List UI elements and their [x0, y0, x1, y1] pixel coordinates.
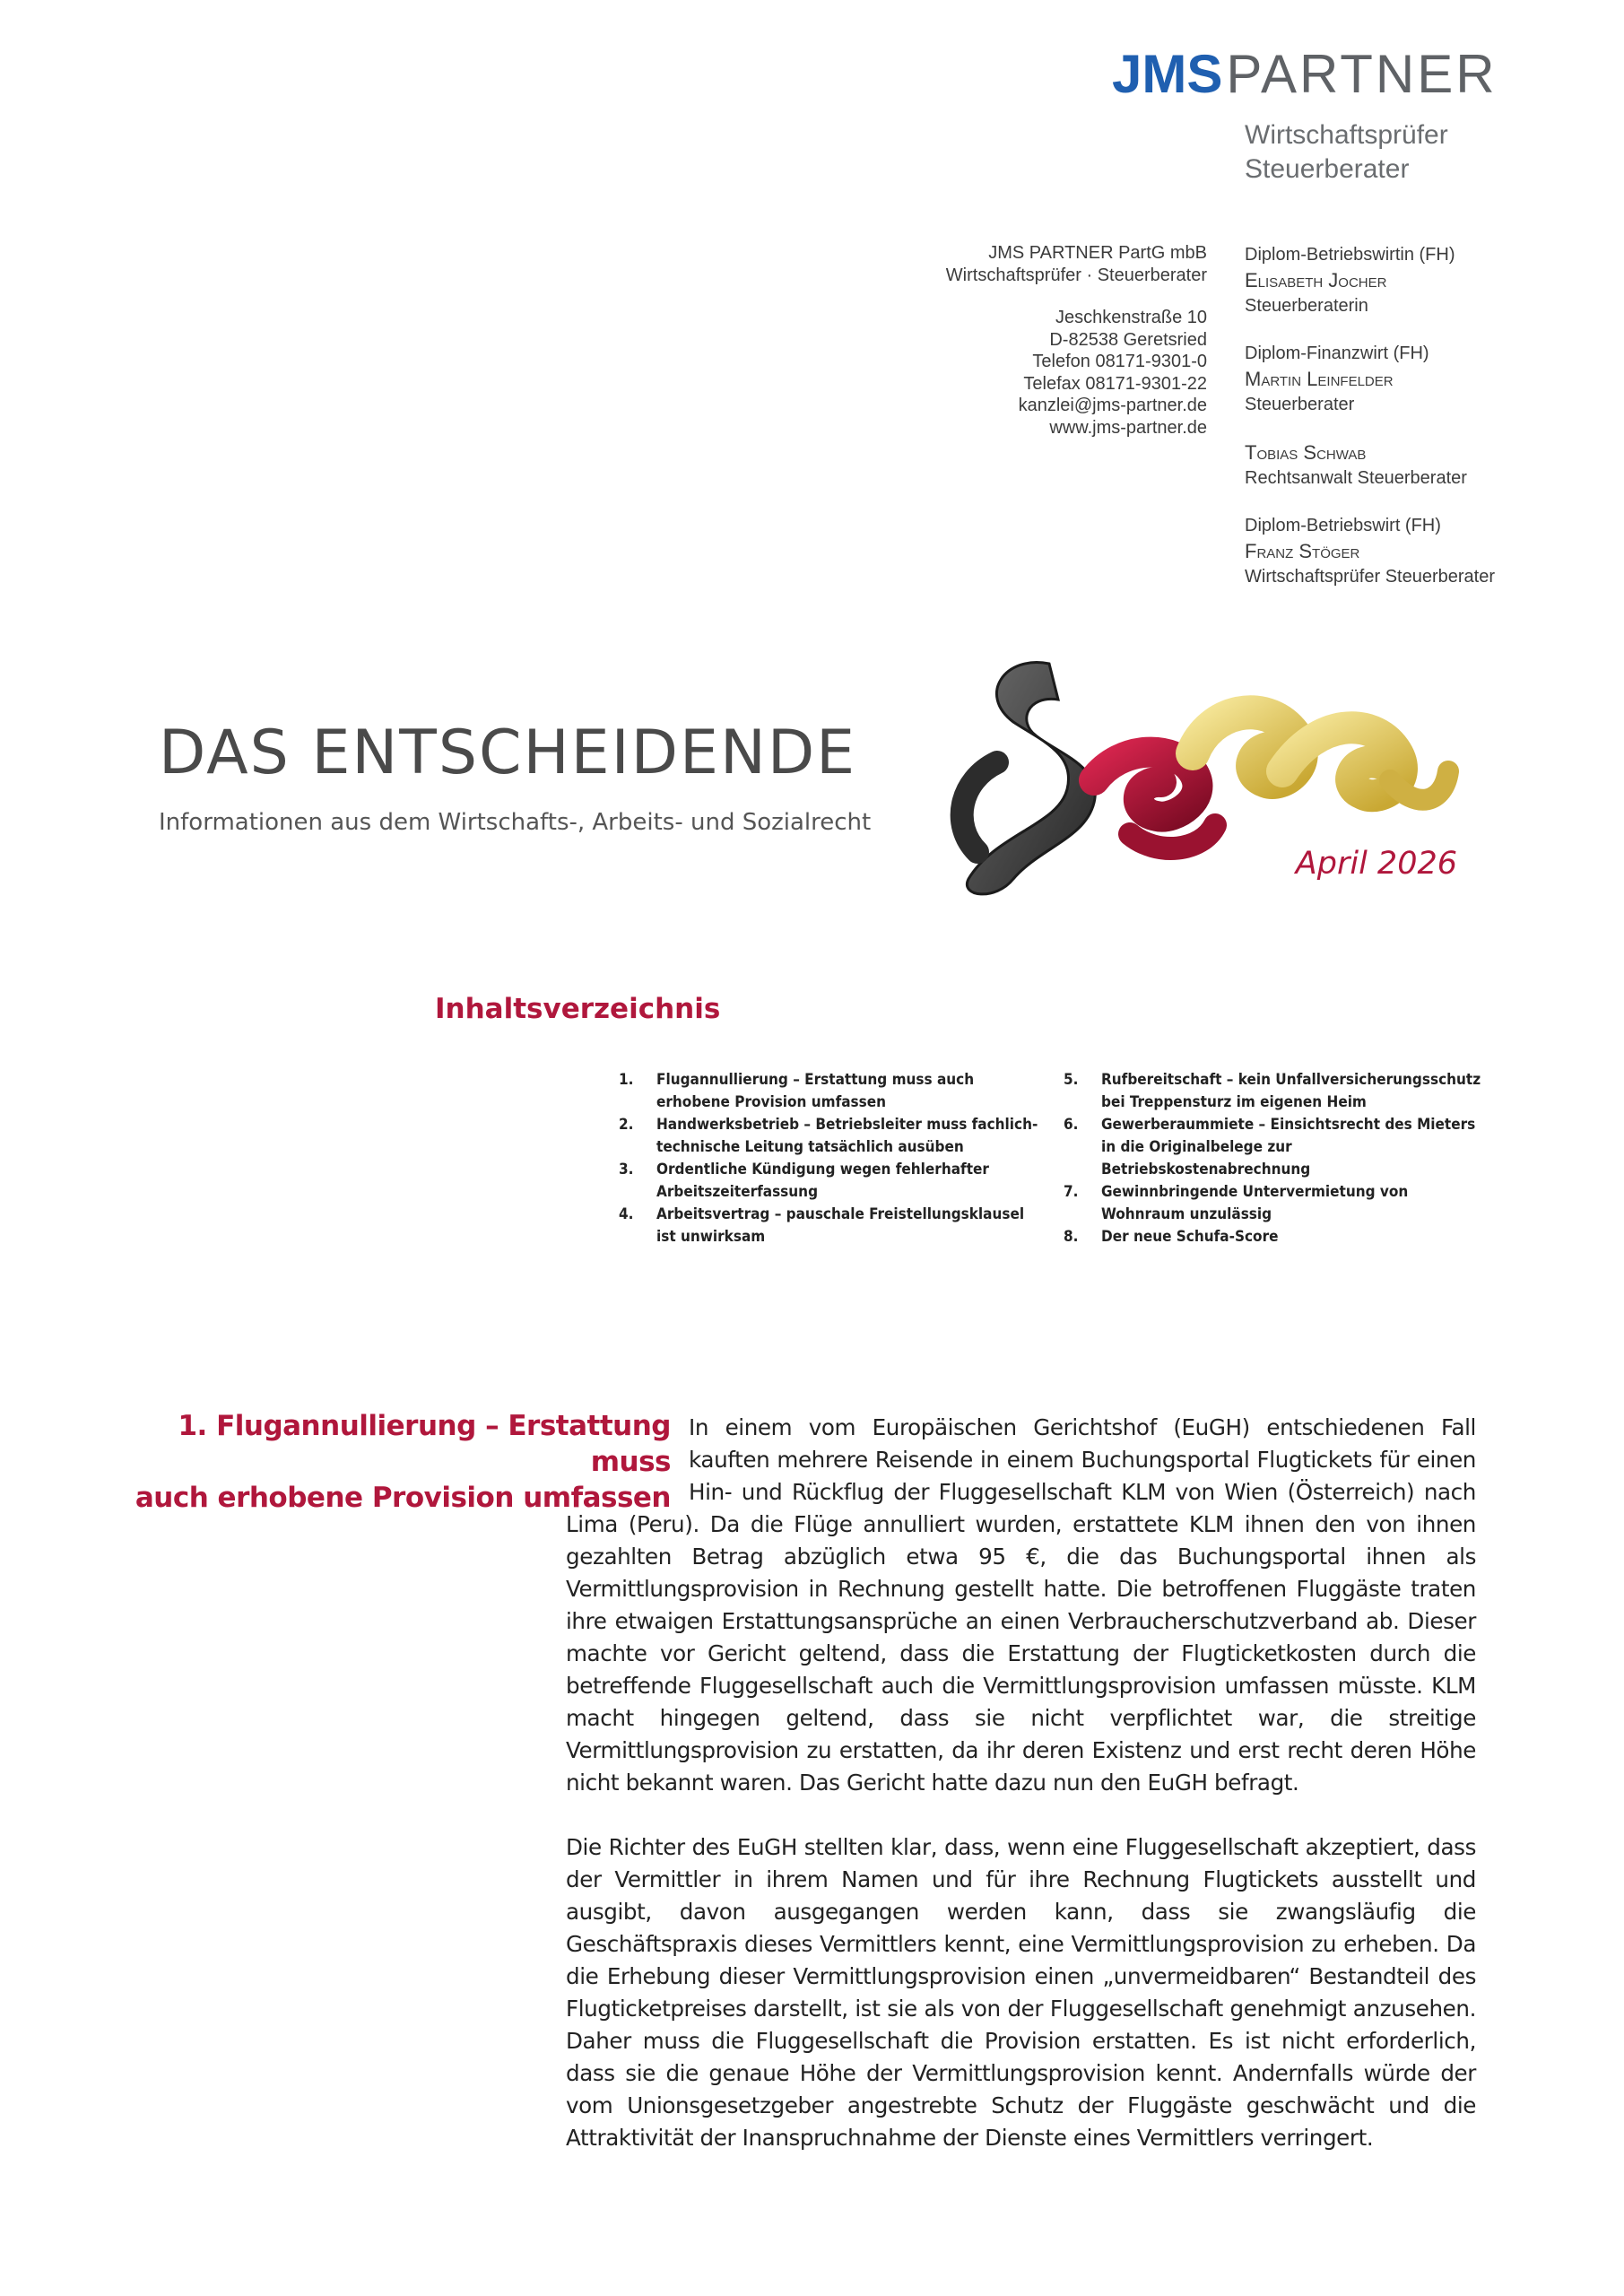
gold-paragraph-icon [1193, 712, 1448, 799]
toc-item-text: Arbeitsvertrag – pauschale Freistellungsklausel ist unwirksam [656, 1205, 1025, 1246]
toc-item-text: Ordentliche Kündigung wegen fehlerhafter Arbeitszeiterfassung [656, 1161, 989, 1201]
partner-degree: Diplom-Betriebswirtin (FH) [1245, 245, 1455, 265]
partner-entry [1245, 513, 1612, 589]
article-body [566, 1412, 1476, 2154]
fax: Telefax 08171-9301-22 [1023, 373, 1207, 394]
toc-item-number: 3. [619, 1161, 634, 1178]
toc-item-number: 6. [1064, 1116, 1079, 1134]
partner-degree: Diplom-Finanzwirt (FH) [1245, 344, 1429, 363]
partner-name: Elisabeth Jocher [1245, 269, 1387, 291]
firm-name: JMS PARTNER PartG mbB [988, 243, 1207, 263]
toc-item[interactable] [619, 1159, 1049, 1204]
toc-item-text: Gewinnbringende Untervermietung von Wohnraum unzulässig [1101, 1183, 1409, 1223]
toc-item[interactable] [619, 1114, 1049, 1159]
partner-list [1245, 242, 1612, 612]
tagline-line-1: Wirtschaftsprüfer [1245, 120, 1448, 150]
partner-role: Rechtsanwalt Steuerberater [1245, 468, 1467, 488]
phone: Telefon 08171-9301-0 [1032, 352, 1207, 371]
toc-item[interactable] [1064, 1181, 1494, 1226]
article-title-line-1: 1. Flugannullierung – Erstattung muss [178, 1410, 671, 1478]
firm-subtitle: Wirtschaftsprüfer · Steuerberater [945, 265, 1207, 285]
article-paragraph: In einem vom Europäischen Gerichtshof (EuGH) entschiedenen Fall kauften mehrere Reisende in einem Buchungsportal Flugtickets für einen Hin- und Rückflug der Fluggesellschaft KLM von Wien (Österreich) nach Lima (Peru). Da die Flüge annulliert wurden, erstattete KLM ihnen den von ihnen gezahlten Betrag abzüglich etwa 95 €, die das Buchungsportal ihnen als Vermittlungsprovision in Rechnung gestellt hatte. Die betroffenen Fluggäste traten ihre etwaigen Erstattungsansprüche an einen Verbraucherschutzverband ab. Dieser machte vor Gericht geltend, dass die Erstattung der Flugticketkosten durch die betreffende Fluggesellschaft auch die Vermittlungsprovision umfassen müsste. KLM macht hingegen geltend, dass sie nicht verpflichtet war, die streitige Vermittlungsprovision zu erstatten, da ihr deren Existenz und erst recht deren Höhe nicht bekannt waren. Das Gericht hatte dazu nun den EuGH befragt. [566, 1414, 1476, 1796]
street: Jeschkenstraße 10 [1055, 308, 1207, 327]
toc-item-number: 2. [619, 1116, 634, 1134]
toc-item-text: Handwerksbetrieb – Betriebsleiter muss fachlich-technische Leitung tatsächlich ausüben [656, 1116, 1038, 1156]
toc-heading: Inhaltsverzeichnis [435, 993, 721, 1025]
partner-name: Tobias Schwab [1245, 441, 1367, 464]
toc-item-text: Flugannullierung – Erstattung muss auch erhobene Provision umfassen [656, 1071, 975, 1111]
article-paragraph: Die Richter des EuGH stellten klar, dass, wenn eine Fluggesellschaft akzeptiert, dass der Vermittler in ihrem Namen und für ihre Rechnung Flugtickets ausstellt und ausgibt, davon ausgegangen werden kann, dass sie zwangsläufig die Geschäftspraxis dieses Vermittlers kennt, eine Vermittlungsprovision zu erheben. Da die Erhebung dieser Vermittlungsprovision einen „unvermeidbaren“ Bestandteil des Flugticketpreises darstellt, ist sie als von der Fluggesellschaft genehmigt anzusehen. Daher muss die Fluggesellschaft die Provision erstatten. Es ist nicht erforderlich, dass sie die genaue Höhe der Vermittlungsprovision kennt. Andernfalls würde der vom Unionsgesetzgeber angestrebte Schutz der Fluggäste geschwächt und die Attraktivität der Inanspruchnahme der Dienste eines Vermittlers verringert. [566, 1834, 1476, 2151]
toc-item[interactable] [619, 1204, 1049, 1248]
toc-column-right [1064, 1069, 1494, 1248]
partner-degree: Diplom-Betriebswirt (FH) [1245, 516, 1441, 535]
toc-item[interactable] [1064, 1226, 1494, 1248]
partner-entry [1245, 242, 1612, 318]
toc-item[interactable] [1064, 1069, 1494, 1114]
firm-address [807, 242, 1207, 439]
issue-date: April 2026 [1295, 846, 1457, 882]
black-paragraph-icon [962, 663, 1096, 894]
newsletter-subtitle: Informationen aus dem Wirtschafts-, Arbeits- und Sozialrecht [159, 809, 872, 836]
company-logo [1112, 43, 1498, 106]
partner-name: Franz Stöger [1245, 540, 1360, 562]
partner-role: Wirtschaftsprüfer Steuerberater [1245, 567, 1495, 587]
tagline-line-2: Steuerberater [1245, 154, 1410, 184]
logo-partner: PARTNER [1226, 44, 1498, 104]
website-link[interactable]: www.jms-partner.de [1049, 417, 1207, 438]
toc-item-text: Der neue Schufa-Score [1101, 1228, 1279, 1246]
logo-jms: JMS [1112, 44, 1223, 104]
partner-name: Martin Leinfelder [1245, 368, 1394, 390]
partner-role: Steuerberater [1245, 395, 1355, 414]
newsletter-title: DAS ENTSCHEIDENDE [159, 718, 857, 788]
toc-item-text: Rufbereitschaft – kein Unfallversicherungsschutz bei Treppensturz im eigenen Heim [1101, 1071, 1481, 1111]
toc-item[interactable] [1064, 1114, 1494, 1181]
toc-item-number: 8. [1064, 1228, 1079, 1246]
partner-role: Steuerberaterin [1245, 296, 1368, 316]
article-title-line-2: auch erhobene Provision umfassen [135, 1482, 671, 1514]
toc-item-number: 5. [1064, 1071, 1079, 1089]
email-link[interactable]: kanzlei@jms-partner.de [1018, 396, 1207, 415]
partner-entry [1245, 439, 1612, 491]
toc-column-left [619, 1069, 1049, 1248]
toc-item[interactable] [619, 1069, 1049, 1114]
toc-item-number: 7. [1064, 1183, 1079, 1201]
toc-item-text: Gewerberaummiete – Einsichtsrecht des Mieters in die Originalbelege zur Betriebskostenabrechnung [1101, 1116, 1476, 1178]
toc-item-number: 4. [619, 1205, 634, 1223]
city: D-82538 Geretsried [1049, 329, 1207, 350]
toc-item-number: 1. [619, 1071, 634, 1089]
partner-entry [1245, 341, 1612, 417]
logo-tagline [1245, 118, 1448, 187]
